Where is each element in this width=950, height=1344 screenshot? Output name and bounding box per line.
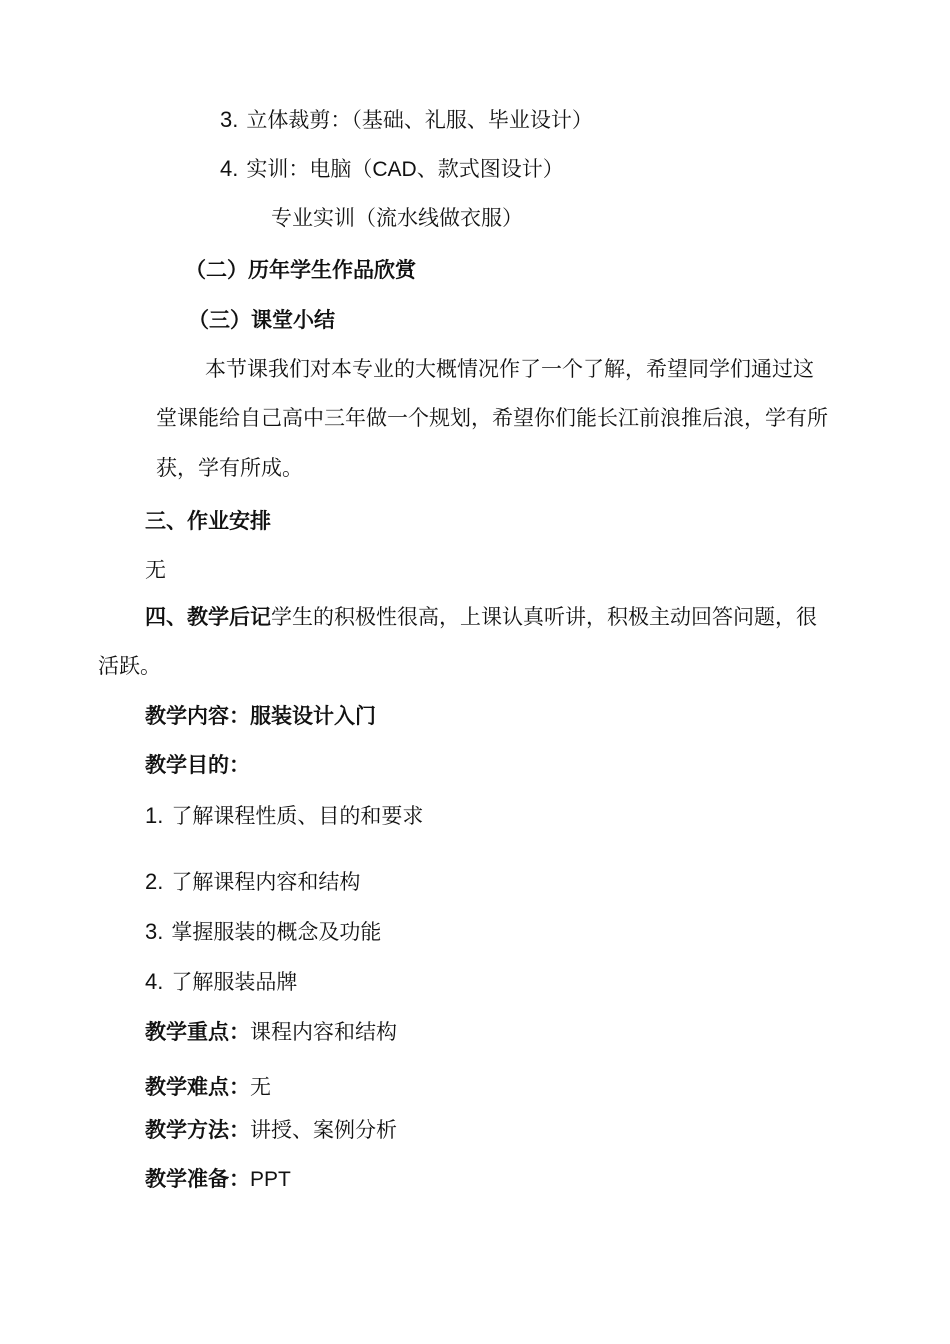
reflection-content-line-1: 学生的积极性很高，上课认真听讲，积极主动回答问题，很 [271, 605, 817, 629]
goal-item-2 [145, 868, 360, 896]
lesson-method [145, 1116, 397, 1144]
lesson-method-value: 讲授、案例分析 [250, 1118, 397, 1142]
list-text-latin: CAD [372, 158, 417, 181]
summary-line-1: 本节课我们对本专业的大概情况作了一个了解，希望同学们通过这 [205, 357, 814, 381]
lesson-prep-value: PPT [250, 1168, 291, 1191]
lesson-preparation [145, 1165, 291, 1194]
summary-line-3: 获，学有所成。 [156, 456, 303, 480]
list-text: 掌握服装的概念及功能 [171, 920, 382, 944]
subheading-student-works: （二）历年学生作品欣赏 [185, 258, 416, 282]
teaching-reflection [145, 603, 817, 631]
lesson-prep-label: 教学准备： [145, 1167, 250, 1191]
list-text: 立体裁剪：（基础、礼服、毕业设计） [246, 108, 593, 132]
list-number: 2. [145, 869, 164, 894]
list-number: 3. [145, 919, 164, 944]
goal-item-4 [145, 968, 297, 996]
list-number: 4. [145, 969, 164, 994]
lesson-focus-label: 教学重点： [145, 1020, 250, 1044]
list-text: 了解课程性质、目的和要求 [171, 804, 424, 828]
lesson-content-label: 教学内容：服装设计入门 [145, 704, 376, 728]
section-heading-homework: 三、作业安排 [145, 509, 271, 533]
lesson-difficulty-value: 无 [250, 1075, 271, 1099]
lesson-difficulty-label: 教学难点： [145, 1075, 250, 1099]
lesson-focus [145, 1018, 397, 1046]
lesson-difficulty [145, 1073, 271, 1101]
list-item-4-continuation: 专业实训（流水线做衣服） [271, 206, 523, 230]
subheading-class-summary: （三）课堂小结 [188, 308, 335, 332]
list-text-post: 、款式图设计） [416, 157, 564, 181]
list-text: 了解服装品牌 [171, 970, 298, 994]
lesson-goals-label: 教学目的： [145, 753, 250, 777]
list-text: 了解课程内容和结构 [171, 870, 361, 894]
list-number: 1. [145, 803, 164, 828]
list-number: 3. [220, 107, 239, 132]
reflection-content-line-2: 活跃。 [98, 654, 161, 678]
goal-item-1 [145, 802, 423, 830]
section-heading-reflection: 四、教学后记 [145, 605, 271, 629]
list-item-4-training [220, 155, 564, 184]
list-item-3-stereo-cutting [220, 106, 593, 134]
homework-content: 无 [145, 558, 166, 582]
summary-line-2: 堂课能给自己高中三年做一个规划，希望你们能长江前浪推后浪，学有所 [156, 406, 828, 430]
list-text-pre: 实训：电脑（ [246, 157, 373, 181]
lesson-method-label: 教学方法： [145, 1118, 250, 1142]
goal-item-3 [145, 918, 381, 946]
lesson-focus-value: 课程内容和结构 [250, 1020, 397, 1044]
list-number: 4. [220, 156, 239, 181]
